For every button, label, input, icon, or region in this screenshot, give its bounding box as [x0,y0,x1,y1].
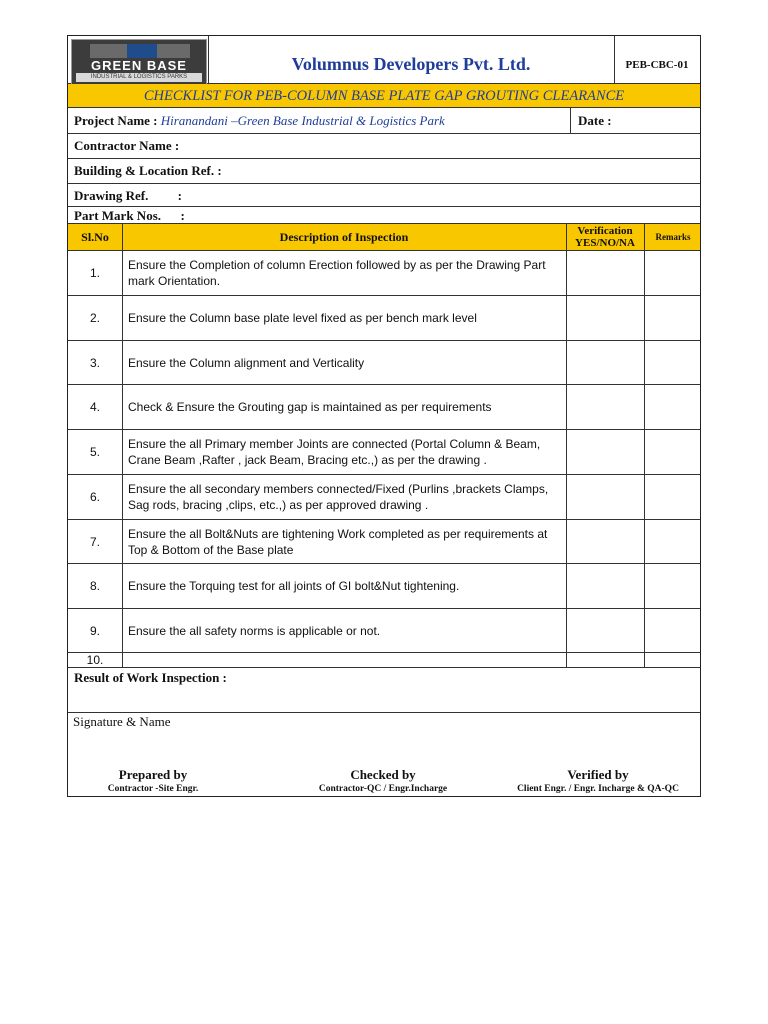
remarks-cell[interactable] [644,609,702,652]
description-header: Description of Inspection [279,230,409,244]
verification-cell[interactable] [566,609,644,652]
remarks-cell[interactable] [644,653,702,667]
row-number: 8. [89,579,100,593]
verification-cell[interactable] [566,296,644,340]
building-field[interactable] [68,159,700,184]
date-field[interactable] [578,113,612,129]
verification-cell[interactable] [566,564,644,608]
table-row [68,609,700,653]
row-description: Ensure the Torquing test for all joints of GI bolt&Nut tightening. [128,579,460,593]
prepared-by-role: Contractor -Site Engr. [107,784,199,794]
document-code: PEB-CBC-01 [625,59,689,71]
row-description: Check & Ensure the Grouting gap is maintained as per requirements [128,400,492,414]
verification-cell[interactable] [566,385,644,429]
row-number: 3. [89,355,100,370]
company-name: Volumnus Developers Pvt. Ltd. [291,54,531,74]
remarks-cell[interactable] [644,520,702,563]
remarks-header: Remarks [655,232,691,242]
row-number: 2. [89,311,100,325]
row-number: 10. [86,653,104,667]
checked-by-role: Contractor-QC / Engr.Incharge [318,784,448,794]
verified-by-section[interactable] [493,767,703,794]
signature-block [68,713,700,798]
remarks-cell[interactable] [644,251,702,295]
row-description [128,653,562,667]
project-value: Hiranandani –Green Base Industrial & Logistics Park [160,113,445,128]
project-label: Project Name : [74,113,158,128]
header-row [68,36,700,84]
verified-by-role: Client Engr. / Engr. Incharge & QA-QC [517,784,679,794]
result-label: Result of Work Inspection : [74,670,227,685]
building-label: Building & Location Ref. : [74,163,222,178]
partmark-field[interactable] [68,207,700,224]
project-field[interactable] [74,113,445,129]
row-number: 5. [89,445,100,459]
remarks-cell[interactable] [644,564,702,608]
row-description: Ensure the all Bolt&Nuts are tightening Work completed as per requirements at Top & Bottom of the Base plate [128,526,548,557]
row-description: Ensure the all Primary member Joints are connected (Portal Column & Beam, Crane Beam ,Rafter , jack Beam, Bracing etc.,) as per the drawing . [128,437,541,467]
remarks-cell[interactable] [644,296,702,340]
logo-subtext: INDUSTRIAL & LOGISTICS PARKS [76,73,202,82]
table-row [68,341,700,385]
table-row [68,251,700,296]
verified-by-label: Verified by [567,767,629,782]
signature-label: Signature & Name [73,714,171,729]
verification-header [566,224,644,250]
table-row [68,475,700,520]
remarks-cell[interactable] [644,385,702,429]
contractor-label: Contractor Name : [74,138,180,153]
table-row [68,296,700,341]
remarks-cell[interactable] [644,475,702,519]
row-description: Ensure the all safety norms is applicable or not. [128,623,381,638]
table-header [68,224,700,251]
result-field[interactable] [68,668,700,713]
row-number: 9. [89,623,100,638]
verification-cell[interactable] [566,341,644,384]
row-number: 1. [89,266,100,280]
verification-cell[interactable] [566,251,644,295]
row-description: Ensure the Column alignment and Verticality [128,355,365,370]
table-row [68,430,700,475]
row-description: Ensure the all secondary members connected/Fixed (Purlins ,brackets Clamps, Sag rods, bracing ,clips, etc.,) as per approved drawing . [128,482,549,512]
green-base-logo [71,39,207,85]
remarks-cell[interactable] [644,341,702,384]
checked-by-section[interactable] [283,767,483,794]
verification-cell[interactable] [566,653,644,667]
logo-wordmark: GREEN BASE [91,58,187,73]
row-number: 7. [89,534,100,549]
checklist-sheet [67,35,701,797]
project-row [68,108,700,134]
table-row [68,385,700,430]
slno-header: Sl.No [81,230,109,244]
prepared-by-label: Prepared by [118,767,188,782]
partmark-label: Part Mark Nos. : [74,208,185,223]
checklist-title: CHECKLIST FOR PEB-COLUMN BASE PLATE GAP GROUTING CLEARANCE [68,84,700,108]
row-description: Ensure the Column base plate level fixed as per bench mark level [128,311,477,325]
table-row [68,653,700,668]
row-description: Ensure the Completion of column Erection followed by as per the Drawing Part mark Orientation. [128,258,546,288]
row-number: 6. [89,490,100,504]
drawing-field[interactable] [68,184,700,207]
logo-accent-icon [127,44,157,58]
table-row [68,564,700,609]
row-number: 4. [89,400,100,414]
verification-cell[interactable] [566,430,644,474]
verification-cell[interactable] [566,475,644,519]
contractor-field[interactable] [68,134,700,159]
table-row [68,520,700,564]
drawing-label: Drawing Ref. : [74,188,182,203]
verification-cell[interactable] [566,520,644,563]
remarks-cell[interactable] [644,430,702,474]
verification-header-line2: YES/NO/NA [575,237,635,249]
prepared-by-section[interactable] [68,767,238,794]
checked-by-label: Checked by [350,767,416,782]
verification-header-line1: Verification [577,225,633,237]
date-label: Date : [578,113,612,128]
